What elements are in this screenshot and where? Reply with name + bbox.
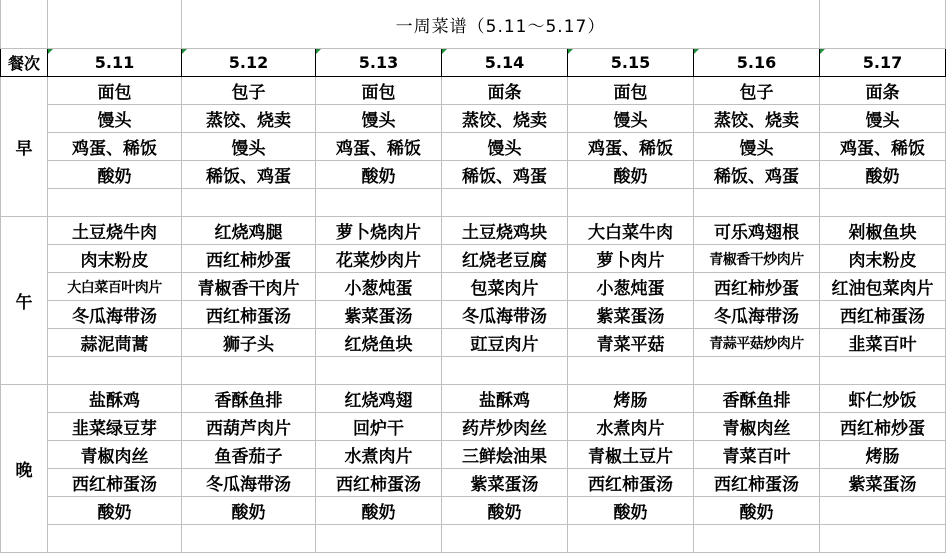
dish-cell[interactable]: 盐酥鸡 xyxy=(48,385,182,413)
cell-blank[interactable] xyxy=(48,357,182,385)
dish-cell[interactable]: 馒头 xyxy=(568,105,694,133)
dish-cell[interactable]: 盐酥鸡 xyxy=(442,385,568,413)
date-label: 5.15 xyxy=(610,53,651,72)
dish-cell[interactable]: 鸡蛋、稀饭 xyxy=(568,133,694,161)
dish-cell[interactable]: 红油包菜肉片 xyxy=(820,273,946,301)
date-label: 5.13 xyxy=(358,53,399,72)
dish-cell[interactable]: 三鲜烩油果 xyxy=(442,441,568,469)
date-header-row xyxy=(1,49,946,77)
spacer-row xyxy=(1,357,946,385)
dish-cell[interactable]: 西红柿蛋汤 xyxy=(694,469,820,497)
dish-cell[interactable]: 稀饭、鸡蛋 xyxy=(694,161,820,189)
cell-blank[interactable] xyxy=(694,357,820,385)
menu-title[interactable]: 一周菜谱（5.11～5.17） xyxy=(182,0,820,49)
date-label: 5.11 xyxy=(94,53,135,72)
cell-comment-marker xyxy=(316,49,321,54)
dish-cell[interactable]: 稀饭、鸡蛋 xyxy=(442,161,568,189)
dish-cell[interactable]: 酸奶 xyxy=(820,161,946,189)
cell-blank[interactable] xyxy=(442,525,568,553)
dish-cell[interactable]: 红烧鸡翅 xyxy=(316,385,442,413)
dish-cell[interactable]: 萝卜烧肉片 xyxy=(316,217,442,245)
dish-cell[interactable]: 面条 xyxy=(820,77,946,105)
dish-cell[interactable]: 冬瓜海带汤 xyxy=(694,301,820,329)
dish-cell[interactable]: 韭菜绿豆芽 xyxy=(48,413,182,441)
dish-cell[interactable]: 西红柿蛋汤 xyxy=(820,301,946,329)
meal-column-header[interactable]: 餐次 xyxy=(1,49,48,77)
dish-cell[interactable]: 可乐鸡翅根 xyxy=(694,217,820,245)
dish-cell[interactable]: 烤肠 xyxy=(568,385,694,413)
cell-blank[interactable] xyxy=(48,525,182,553)
dish-cell[interactable]: 烤肠 xyxy=(820,441,946,469)
dish-cell[interactable]: 蒸饺、烧卖 xyxy=(694,105,820,133)
dish-cell[interactable]: 面包 xyxy=(316,77,442,105)
dish-cell[interactable]: 剁椒鱼块 xyxy=(820,217,946,245)
dish-cell[interactable]: 西红柿蛋汤 xyxy=(182,301,316,329)
date-cell[interactable] xyxy=(568,49,694,77)
cell-comment-marker xyxy=(820,49,825,54)
date-cell[interactable] xyxy=(442,49,568,77)
dish-cell[interactable]: 红烧鸡腿 xyxy=(182,217,316,245)
dish-cell[interactable]: 面包 xyxy=(48,77,182,105)
dish-cell[interactable]: 面包 xyxy=(568,77,694,105)
date-label: 5.16 xyxy=(736,53,777,72)
dish-cell[interactable]: 酸奶 xyxy=(694,497,820,525)
dish-cell[interactable]: 西红柿炒蛋 xyxy=(820,413,946,441)
cell-blank[interactable] xyxy=(694,525,820,553)
dish-cell[interactable]: 肉末粉皮 xyxy=(820,245,946,273)
dish-cell[interactable]: 土豆烧鸡块 xyxy=(442,217,568,245)
dish-cell[interactable]: 馒头 xyxy=(48,105,182,133)
lunch-row xyxy=(1,301,946,329)
breakfast-row xyxy=(1,133,946,161)
date-cell[interactable] xyxy=(182,49,316,77)
dish-cell[interactable]: 肉末粉皮 xyxy=(48,245,182,273)
dinner-row xyxy=(1,497,946,525)
dish-cell[interactable]: 蒜泥茼蒿 xyxy=(48,329,182,357)
dish-cell[interactable]: 酸奶 xyxy=(568,497,694,525)
dish-cell[interactable]: 水煮肉片 xyxy=(316,441,442,469)
dish-cell[interactable]: 花菜炒肉片 xyxy=(316,245,442,273)
lunch-row xyxy=(1,329,946,357)
dish-cell[interactable]: 西红柿蛋汤 xyxy=(48,469,182,497)
cell-blank[interactable] xyxy=(820,357,946,385)
dish-cell[interactable]: 鱼香茄子 xyxy=(182,441,316,469)
dish-cell[interactable]: 鸡蛋、稀饭 xyxy=(316,133,442,161)
dish-cell[interactable]: 酸奶 xyxy=(568,161,694,189)
dish-cell[interactable]: 西葫芦肉片 xyxy=(182,413,316,441)
cell-blank[interactable] xyxy=(182,357,316,385)
dish-cell[interactable]: 冬瓜海带汤 xyxy=(48,301,182,329)
cell-blank[interactable] xyxy=(568,357,694,385)
dish-cell[interactable]: 青椒香干肉片 xyxy=(182,273,316,301)
dish-cell[interactable]: 青菜百叶 xyxy=(694,441,820,469)
breakfast-row xyxy=(1,77,946,105)
date-label: 5.17 xyxy=(862,53,903,72)
dish-cell[interactable]: 红烧老豆腐 xyxy=(442,245,568,273)
dish-cell[interactable]: 水煮肉片 xyxy=(568,413,694,441)
dish-cell[interactable]: 稀饭、鸡蛋 xyxy=(182,161,316,189)
dish-cell[interactable]: 酸奶 xyxy=(442,497,568,525)
dish-cell[interactable]: 鸡蛋、稀饭 xyxy=(48,133,182,161)
dish-cell[interactable]: 药芹炒肉丝 xyxy=(442,413,568,441)
cell-blank[interactable] xyxy=(568,525,694,553)
date-label: 5.14 xyxy=(484,53,525,72)
dinner-row xyxy=(1,441,946,469)
cell-blank[interactable] xyxy=(48,189,182,217)
dinner-label[interactable]: 晚 xyxy=(1,385,48,553)
cell-blank[interactable] xyxy=(316,357,442,385)
breakfast-row xyxy=(1,105,946,133)
cell-blank[interactable] xyxy=(316,525,442,553)
dish-cell[interactable]: 豇豆肉片 xyxy=(442,329,568,357)
dish-cell[interactable]: 香酥鱼排 xyxy=(182,385,316,413)
cell-comment-marker xyxy=(182,49,187,54)
dish-cell[interactable]: 回炉干 xyxy=(316,413,442,441)
date-cell[interactable] xyxy=(316,49,442,77)
title-row xyxy=(1,0,946,49)
lunch-row xyxy=(1,273,946,301)
dish-cell[interactable]: 虾仁炒饭 xyxy=(820,385,946,413)
cell-comment-marker xyxy=(48,49,53,54)
dish-cell[interactable]: 西红柿炒蛋 xyxy=(182,245,316,273)
cell-comment-marker xyxy=(568,49,573,54)
spacer-row xyxy=(1,189,946,217)
dish-cell[interactable]: 冬瓜海带汤 xyxy=(442,301,568,329)
lunch-row xyxy=(1,217,946,245)
date-cell[interactable] xyxy=(820,49,946,77)
cell-comment-marker xyxy=(442,49,447,54)
breakfast-label[interactable]: 早 xyxy=(1,77,48,217)
dish-cell[interactable]: 萝卜肉片 xyxy=(568,245,694,273)
dish-cell[interactable]: 青椒肉丝 xyxy=(48,441,182,469)
dish-cell[interactable]: 蒸饺、烧卖 xyxy=(182,105,316,133)
dish-cell[interactable]: 冬瓜海带汤 xyxy=(182,469,316,497)
dish-cell[interactable]: 包菜肉片 xyxy=(442,273,568,301)
dish-cell[interactable]: 包子 xyxy=(182,77,316,105)
dinner-row xyxy=(1,469,946,497)
dish-cell[interactable]: 紫菜蛋汤 xyxy=(820,469,946,497)
spacer-row xyxy=(1,525,946,553)
dish-cell[interactable]: 西红柿蛋汤 xyxy=(568,469,694,497)
dinner-row xyxy=(1,385,946,413)
dish-cell[interactable]: 西红柿炒蛋 xyxy=(694,273,820,301)
dish-cell[interactable]: 青椒肉丝 xyxy=(694,413,820,441)
dish-cell[interactable]: 紫菜蛋汤 xyxy=(568,301,694,329)
dish-cell[interactable]: 馒头 xyxy=(694,133,820,161)
dish-cell[interactable]: 包子 xyxy=(694,77,820,105)
dish-cell[interactable]: 青蒜平菇炒肉片 xyxy=(694,329,820,357)
cell-blank[interactable] xyxy=(568,189,694,217)
dinner-row xyxy=(1,413,946,441)
cell-blank[interactable] xyxy=(182,189,316,217)
breakfast-row xyxy=(1,161,946,189)
dish-cell[interactable]: 酸奶 xyxy=(316,161,442,189)
cell-blank[interactable] xyxy=(442,357,568,385)
cell-blank[interactable] xyxy=(820,525,946,553)
dish-cell[interactable]: 青椒土豆片 xyxy=(568,441,694,469)
dish-cell[interactable]: 红烧鱼块 xyxy=(316,329,442,357)
dish-cell[interactable]: 大白菜牛肉 xyxy=(568,217,694,245)
dish-cell[interactable]: 紫菜蛋汤 xyxy=(442,469,568,497)
cell-blank[interactable] xyxy=(48,0,182,49)
cell-blank[interactable] xyxy=(316,189,442,217)
dish-cell[interactable]: 香酥鱼排 xyxy=(694,385,820,413)
date-label: 5.12 xyxy=(228,53,269,72)
dish-cell[interactable]: 西红柿蛋汤 xyxy=(316,469,442,497)
dish-cell[interactable]: 馒头 xyxy=(182,133,316,161)
dish-cell[interactable]: 酸奶 xyxy=(48,497,182,525)
dish-cell[interactable]: 馒头 xyxy=(820,105,946,133)
lunch-row xyxy=(1,245,946,273)
cell-blank[interactable] xyxy=(694,189,820,217)
dish-cell[interactable]: 土豆烧牛肉 xyxy=(48,217,182,245)
dish-cell[interactable]: 狮子头 xyxy=(182,329,316,357)
dish-cell[interactable]: 面条 xyxy=(442,77,568,105)
cell-blank[interactable] xyxy=(442,189,568,217)
dish-cell[interactable]: 小葱炖蛋 xyxy=(316,273,442,301)
dish-cell[interactable]: 青椒香干炒肉片 xyxy=(694,245,820,273)
dish-cell[interactable]: 酸奶 xyxy=(316,497,442,525)
dish-cell[interactable]: 小葱炖蛋 xyxy=(568,273,694,301)
date-cell[interactable] xyxy=(48,49,182,77)
date-cell[interactable] xyxy=(694,49,820,77)
dish-cell[interactable]: 鸡蛋、稀饭 xyxy=(820,133,946,161)
dish-cell[interactable]: 酸奶 xyxy=(48,161,182,189)
dish-cell[interactable]: 酸奶 xyxy=(182,497,316,525)
dish-cell[interactable]: 蒸饺、烧卖 xyxy=(442,105,568,133)
cell-comment-marker xyxy=(694,49,699,54)
lunch-label[interactable]: 午 xyxy=(1,217,48,385)
cell-blank[interactable] xyxy=(182,525,316,553)
cell-blank[interactable] xyxy=(820,189,946,217)
dish-cell[interactable]: 青菜平菇 xyxy=(568,329,694,357)
dish-cell[interactable]: 大白菜百叶肉片 xyxy=(48,273,182,301)
cell-blank[interactable] xyxy=(820,0,946,49)
dish-cell[interactable]: 馒头 xyxy=(442,133,568,161)
dish-cell[interactable]: 馒头 xyxy=(316,105,442,133)
cell-blank[interactable] xyxy=(1,0,48,49)
dish-cell[interactable]: 韭菜百叶 xyxy=(820,329,946,357)
dish-cell[interactable]: 紫菜蛋汤 xyxy=(316,301,442,329)
dish-cell[interactable] xyxy=(820,497,946,525)
